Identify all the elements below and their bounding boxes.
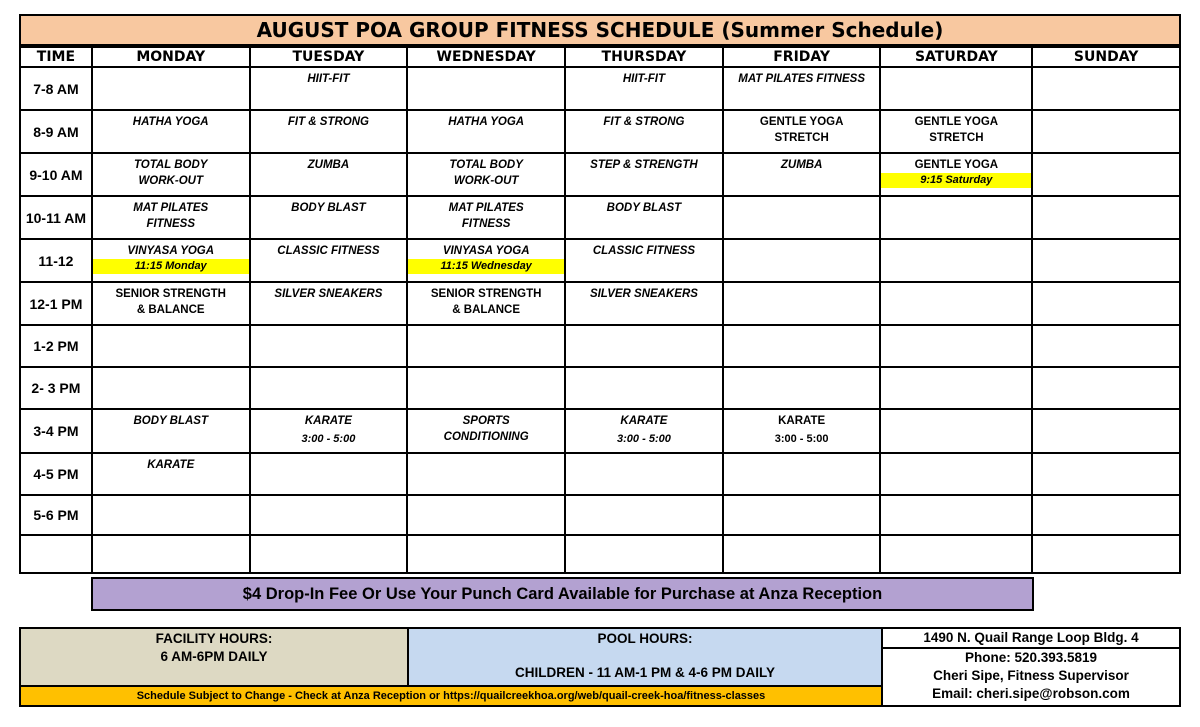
class-name bbox=[408, 283, 564, 318]
class-cell bbox=[723, 239, 881, 282]
class-name: KARATE bbox=[147, 459, 195, 471]
time-cell: 3-4 PM bbox=[20, 409, 92, 453]
class-cell bbox=[1032, 196, 1180, 239]
class-line: TOTAL BODY bbox=[449, 159, 523, 171]
class-cell bbox=[723, 67, 881, 110]
class-name: GENTLE YOGA bbox=[914, 159, 999, 171]
class-name: HATHA YOGA bbox=[132, 116, 209, 128]
contact-name: Cheri Sipe, Fitness Supervisor bbox=[933, 668, 1129, 683]
time-cell bbox=[20, 535, 92, 573]
class-name: HATHA YOGA bbox=[448, 116, 525, 128]
class-line: STRETCH bbox=[929, 132, 984, 144]
class-line: CONDITIONING bbox=[443, 431, 529, 443]
class-cell bbox=[250, 239, 408, 282]
class-name bbox=[408, 154, 564, 189]
class-cell bbox=[250, 110, 408, 153]
class-cell bbox=[92, 282, 250, 325]
class-cell bbox=[565, 153, 723, 196]
class-cell bbox=[880, 282, 1032, 325]
table-row bbox=[20, 409, 1180, 453]
time-note-highlight: 9:15 Saturday bbox=[881, 173, 1031, 188]
table-row bbox=[20, 196, 1180, 239]
class-name bbox=[881, 111, 1031, 146]
class-name: BODY BLAST bbox=[606, 202, 682, 214]
class-cell bbox=[92, 239, 250, 282]
class-cell bbox=[1032, 153, 1180, 196]
table-row bbox=[20, 153, 1180, 196]
time-cell: 4-5 PM bbox=[20, 453, 92, 495]
contact-phone: Phone: 520.393.5819 bbox=[964, 650, 1098, 665]
class-line: FITNESS bbox=[146, 218, 195, 230]
footer-notice: Schedule Subject to Change - Check at Anza Reception or https://quailcreekhoa.org/web/quail-creek-hoa/fitness-classes bbox=[19, 685, 883, 707]
class-name: HIIT-FIT bbox=[307, 73, 350, 85]
class-time: 3:00 - 5:00 bbox=[617, 433, 671, 445]
time-cell: 9-10 AM bbox=[20, 153, 92, 196]
pool-hours-box bbox=[407, 627, 883, 687]
class-cell bbox=[723, 409, 881, 453]
facility-hours-label: FACILITY HOURS: bbox=[155, 631, 273, 646]
table-row bbox=[20, 495, 1180, 535]
class-name: SILVER SNEAKERS bbox=[589, 288, 698, 300]
class-cell bbox=[92, 409, 250, 453]
class-cell bbox=[723, 110, 881, 153]
class-line: SPORTS bbox=[462, 415, 510, 427]
class-cell bbox=[565, 282, 723, 325]
class-name bbox=[93, 197, 249, 232]
class-cell bbox=[1032, 67, 1180, 110]
class-name: STEP & STRENGTH bbox=[590, 159, 698, 171]
class-line: WORK-OUT bbox=[453, 175, 519, 187]
pool-hours-label: POOL HOURS: bbox=[597, 631, 693, 646]
facility-hours-value: 6 AM-6PM DAILY bbox=[160, 649, 268, 664]
class-name: KARATE bbox=[620, 415, 668, 427]
class-cell bbox=[1032, 409, 1180, 453]
time-cell: 10-11 AM bbox=[20, 196, 92, 239]
table-row bbox=[20, 453, 1180, 495]
class-name: ZUMBA bbox=[780, 159, 823, 171]
table-row bbox=[20, 67, 1180, 110]
class-cell bbox=[565, 67, 723, 110]
class-cell bbox=[407, 409, 565, 453]
class-line: WORK-OUT bbox=[138, 175, 203, 187]
class-cell bbox=[880, 110, 1032, 153]
header-thursday: THURSDAY bbox=[565, 47, 723, 67]
pool-hours-value: CHILDREN - 11 AM-1 PM & 4-6 PM DAILY bbox=[514, 665, 776, 680]
time-cell: 2- 3 PM bbox=[20, 367, 92, 409]
contact-address: 1490 N. Quail Range Loop Bldg. 4 bbox=[883, 629, 1179, 649]
header-row bbox=[20, 47, 1180, 67]
class-cell bbox=[565, 239, 723, 282]
header-sunday: SUNDAY bbox=[1032, 47, 1180, 67]
class-cell bbox=[92, 453, 250, 495]
class-name: HIIT-FIT bbox=[622, 73, 666, 85]
class-cell bbox=[250, 153, 408, 196]
schedule-table bbox=[19, 46, 1181, 574]
header-wednesday: WEDNESDAY bbox=[407, 47, 565, 67]
time-cell: 8-9 AM bbox=[20, 110, 92, 153]
schedule-sheet bbox=[19, 14, 1181, 707]
class-line: TOTAL BODY bbox=[133, 159, 208, 171]
class-cell bbox=[407, 67, 565, 110]
class-line: MAT PILATES bbox=[448, 202, 524, 214]
class-cell bbox=[565, 196, 723, 239]
class-name: MAT PILATES FITNESS bbox=[738, 73, 865, 85]
header-friday: FRIDAY bbox=[723, 47, 881, 67]
class-line: & BALANCE bbox=[136, 304, 205, 316]
header-saturday: SATURDAY bbox=[880, 47, 1032, 67]
class-name: CLASSIC FITNESS bbox=[277, 245, 380, 257]
table-row bbox=[20, 110, 1180, 153]
class-line: GENTLE YOGA bbox=[914, 116, 999, 128]
class-cell bbox=[407, 239, 565, 282]
contact-email: Email: cheri.sipe@robson.com bbox=[932, 686, 1130, 701]
class-cell bbox=[880, 409, 1032, 453]
class-name bbox=[93, 154, 249, 189]
class-line: MAT PILATES bbox=[133, 202, 209, 214]
facility-hours-box bbox=[19, 627, 409, 687]
time-cell: 5-6 PM bbox=[20, 495, 92, 535]
table-row bbox=[20, 367, 1180, 409]
class-name: CLASSIC FITNESS bbox=[592, 245, 696, 257]
class-line: STRETCH bbox=[774, 132, 829, 144]
time-cell: 7-8 AM bbox=[20, 67, 92, 110]
class-name: KARATE bbox=[778, 415, 826, 427]
table-row bbox=[20, 535, 1180, 573]
class-cell bbox=[407, 282, 565, 325]
class-name bbox=[408, 410, 564, 445]
class-name: SILVER SNEAKERS bbox=[274, 288, 383, 300]
time-cell: 11-12 bbox=[20, 239, 92, 282]
class-line: SENIOR STRENGTH bbox=[115, 288, 226, 300]
class-cell bbox=[565, 110, 723, 153]
table-row bbox=[20, 282, 1180, 325]
time-cell: 12-1 PM bbox=[20, 282, 92, 325]
class-name: VINYASA YOGA bbox=[442, 245, 530, 257]
contact-box bbox=[881, 627, 1181, 707]
class-line: GENTLE YOGA bbox=[759, 116, 844, 128]
table-row bbox=[20, 239, 1180, 282]
class-line: & BALANCE bbox=[452, 304, 521, 316]
header-tuesday: TUESDAY bbox=[250, 47, 408, 67]
schedule-title: AUGUST POA GROUP FITNESS SCHEDULE (Summer Schedule) bbox=[19, 14, 1181, 46]
class-name: FIT & STRONG bbox=[603, 116, 685, 128]
class-cell bbox=[880, 196, 1032, 239]
class-name: KARATE bbox=[304, 415, 352, 427]
class-cell bbox=[880, 239, 1032, 282]
class-time: 3:00 - 5:00 bbox=[301, 433, 356, 445]
class-line: SENIOR STRENGTH bbox=[430, 288, 542, 300]
class-cell bbox=[250, 409, 408, 453]
class-cell bbox=[92, 67, 250, 110]
header-time: TIME bbox=[20, 47, 92, 67]
class-cell bbox=[92, 196, 250, 239]
time-note-highlight: 11:15 Monday bbox=[93, 259, 249, 274]
class-cell bbox=[407, 153, 565, 196]
class-cell bbox=[1032, 282, 1180, 325]
class-cell bbox=[92, 110, 250, 153]
class-name bbox=[408, 197, 564, 232]
class-name: BODY BLAST bbox=[291, 202, 366, 214]
class-cell bbox=[723, 196, 881, 239]
class-cell bbox=[250, 67, 408, 110]
class-cell bbox=[565, 409, 723, 453]
class-cell bbox=[723, 282, 881, 325]
class-cell bbox=[1032, 239, 1180, 282]
class-time: 3:00 - 5:00 bbox=[774, 433, 829, 445]
class-cell bbox=[92, 153, 250, 196]
class-name bbox=[724, 111, 880, 146]
class-name: VINYASA YOGA bbox=[127, 245, 215, 257]
table-row bbox=[20, 325, 1180, 367]
class-line: FITNESS bbox=[461, 218, 511, 230]
class-cell bbox=[250, 282, 408, 325]
class-cell bbox=[407, 196, 565, 239]
class-cell bbox=[723, 153, 881, 196]
time-note-highlight: 11:15 Wednesday bbox=[408, 259, 564, 274]
class-name: FIT & STRONG bbox=[287, 116, 369, 128]
header-monday: MONDAY bbox=[92, 47, 250, 67]
class-cell bbox=[1032, 110, 1180, 153]
drop-in-fee-banner: $4 Drop-In Fee Or Use Your Punch Card Available for Purchase at Anza Reception bbox=[91, 577, 1034, 611]
class-cell bbox=[880, 153, 1032, 196]
class-name bbox=[93, 283, 249, 318]
time-cell: 1-2 PM bbox=[20, 325, 92, 367]
class-name: BODY BLAST bbox=[133, 415, 208, 427]
class-name: ZUMBA bbox=[307, 159, 350, 171]
class-cell bbox=[250, 196, 408, 239]
class-cell bbox=[407, 110, 565, 153]
class-cell bbox=[880, 67, 1032, 110]
